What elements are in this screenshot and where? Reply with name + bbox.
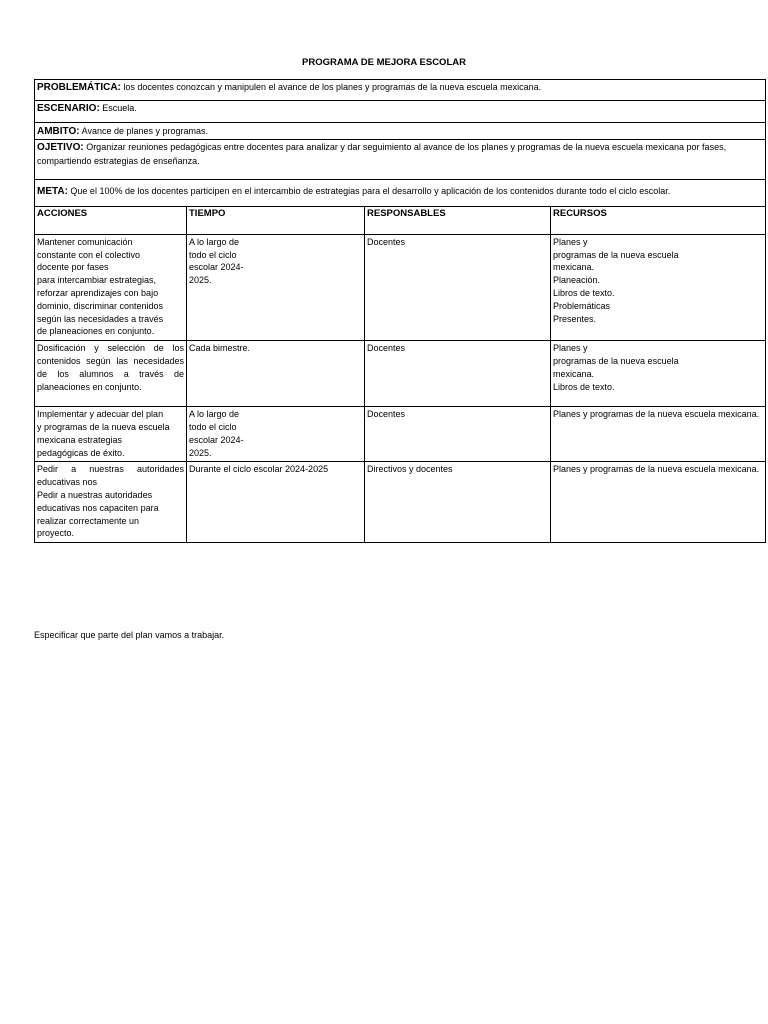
table-header-row: [35, 206, 766, 234]
responsables-cell: Docentes: [365, 341, 551, 407]
responsables-cell: Docentes: [365, 234, 551, 340]
ambito-row: [35, 123, 766, 140]
footer-note: Especificar que parte del plan vamos a trabajar.: [34, 630, 225, 640]
meta-row: [35, 179, 766, 206]
ambito-text: Avance de planes y programas.: [79, 126, 209, 136]
tiempo-cell: A lo largo de todo el ciclo escolar 2024- 2025.: [187, 407, 365, 462]
ambito-label: AMBITO:: [37, 126, 80, 137]
responsables-cell: Directivos y docentes: [365, 462, 551, 543]
meta-label: META:: [37, 186, 68, 198]
escenario-label: ESCENARIO:: [37, 103, 100, 114]
column-header-recursos: RECURSOS: [551, 206, 766, 234]
tiempo-cell: A lo largo de todo el ciclo escolar 2024- 2025.: [187, 234, 365, 340]
table-row: [35, 234, 766, 340]
acciones-cell: Dosificación y selección de los contenidos según las necesidades de los alumnos a través de planeaciones en conjunto.: [35, 341, 187, 407]
recursos-cell: Planes y programas de la nueva escuela mexicana. Libros de texto.: [551, 341, 766, 407]
recursos-cell: Planes y programas de la nueva escuela mexicana. Planeación. Libros de texto. Problemáticas Presentes.: [551, 234, 766, 340]
column-header-tiempo: TIEMPO: [187, 206, 365, 234]
acciones-cell: Implementar y adecuar del plan y programas de la nueva escuela mexicana estrategias pedagógicas de éxito.: [35, 407, 187, 462]
recursos-cell: Planes y programas de la nueva escuela mexicana.: [551, 462, 766, 543]
problematica-row: [35, 80, 766, 101]
column-header-acciones: ACCIONES: [35, 206, 187, 234]
escenario-row: [35, 101, 766, 123]
objetivo-row: [35, 139, 766, 179]
objetivo-text: Organizar reuniones pedagógicas entre docentes para analizar y dar seguimiento al avance de los planes y programas de la nueva escuela mexicana por fases, compartiendo estrategias de enseñanza.: [37, 141, 727, 166]
tiempo-cell: Cada bimestre.: [187, 341, 365, 407]
escenario-text: Escuela.: [99, 103, 137, 113]
problematica-label: PROBLEMÁTICA:: [37, 82, 121, 93]
tiempo-cell: Durante el ciclo escolar 2024-2025: [187, 462, 365, 543]
recursos-cell: Planes y programas de la nueva escuela mexicana.: [551, 407, 766, 462]
table-row: [35, 341, 766, 407]
acciones-cell: Pedir a nuestras autoridades educativas nos Pedir a nuestras autoridades educativas nos capaciten para realizar correctamente un proyecto.: [35, 462, 187, 543]
document-title: PROGRAMA DE MEJORA ESCOLAR: [302, 57, 466, 68]
responsables-cell: Docentes: [365, 407, 551, 462]
column-header-responsables: RESPONSABLES: [365, 206, 551, 234]
improvement-plan-table: [34, 79, 766, 543]
acciones-cell: Mantener comunicación constante con el colectivo docente por fases para intercambiar estrategias, reforzar aprendizajes con bajo dominio, discriminar contenidos según las necesidades a través de planeaciones en conjunto.: [35, 234, 187, 340]
table-row: [35, 462, 766, 543]
meta-text: Que el 100% de los docentes participen en el intercambio de estrategias para el desarrollo y aplicación de los contenidos durante todo el ciclo escolar.: [67, 186, 671, 197]
problematica-text: los docentes conozcan y manipulen el avance de los planes y programas de la nueva escuela mexicana.: [120, 82, 542, 92]
objetivo-label: OJETIVO:: [37, 141, 84, 153]
table-row: [35, 407, 766, 462]
